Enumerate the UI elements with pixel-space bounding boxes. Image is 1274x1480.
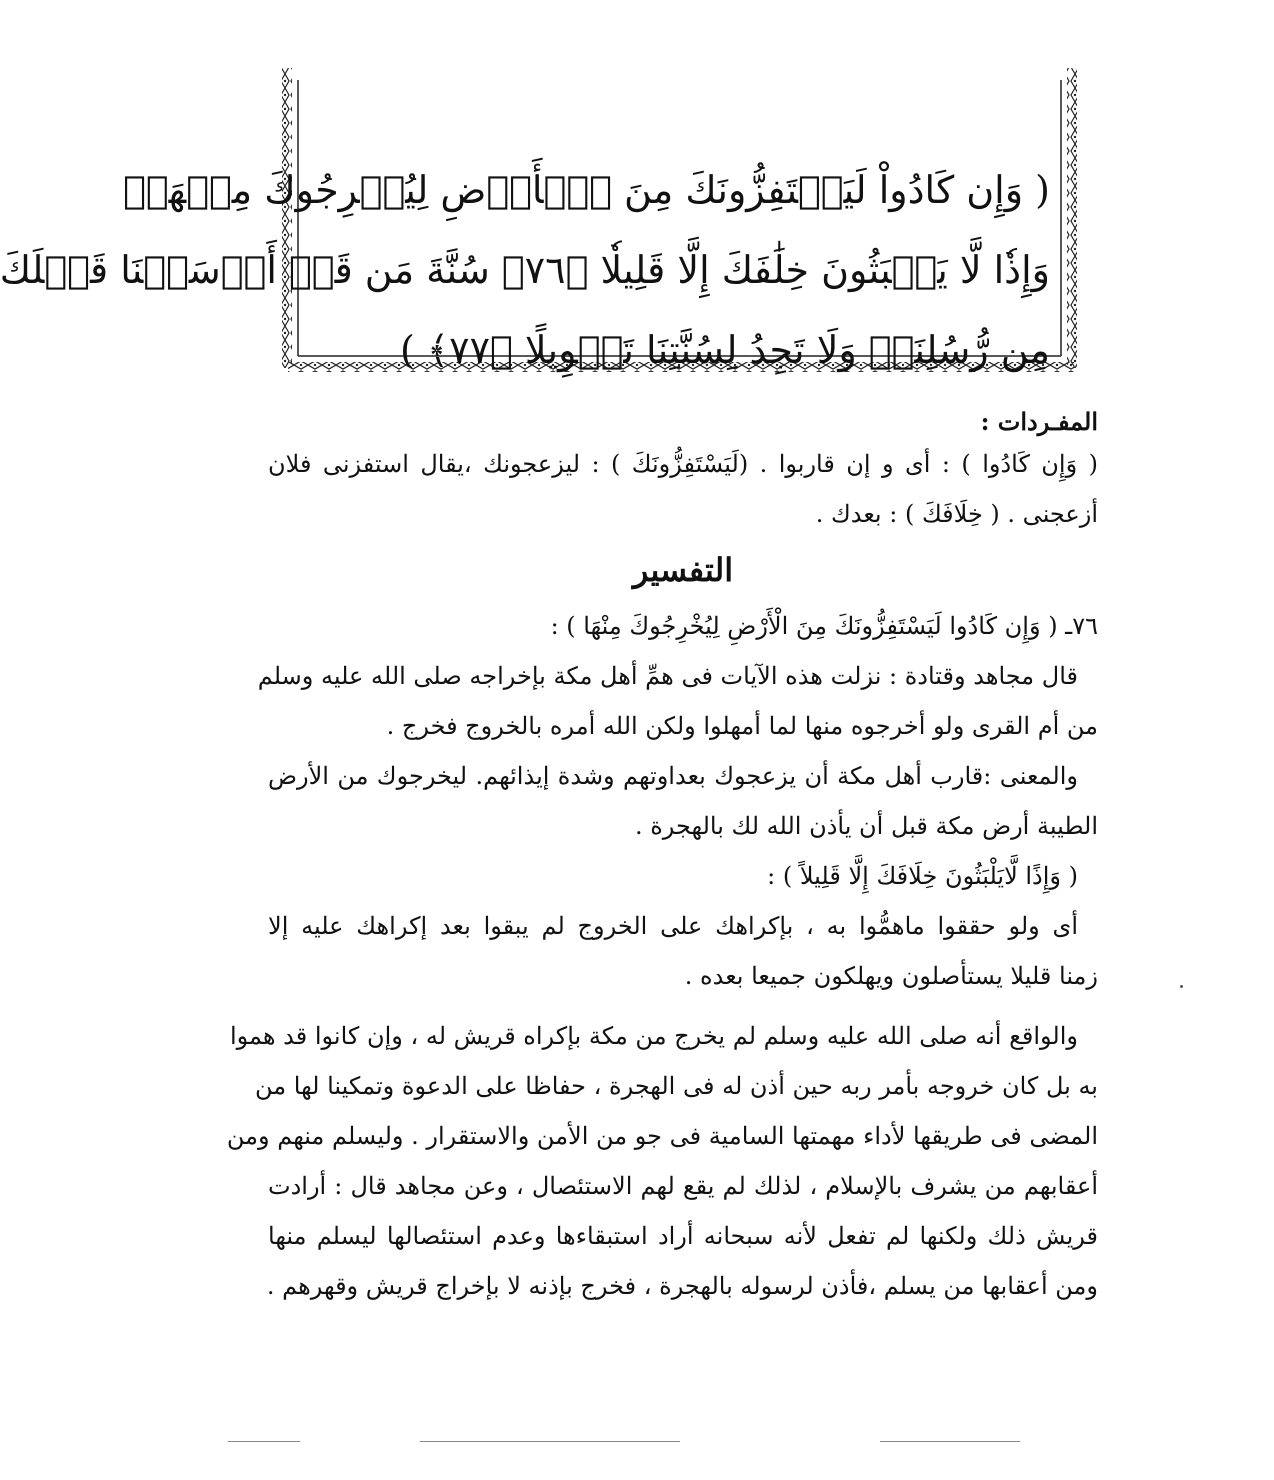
paragraph-line: ومن أعقابها من يسلم ،فأذن لرسوله بالهجرة ، فخرج بإذنه لا بإخراج قريش وقهرهم . [266,1272,1098,1300]
vocab-label: المفـردات : [980,407,1098,436]
paragraph-line: والمعنى :قارب أهل مكة أن يزعجوك بعداوتهم وشدة إيذائهم. ليخرجوك من الأرض [268,762,1078,790]
main-text [226,405,1098,1311]
vocab-line: ( وَإِن كَادُوا ) : أى و إن قاربوا . (لَيَسْتَفِزُّونَكَ ) : ليزعجونك ،يقال استفزنى فلان [268,450,1098,478]
bottom-rule [420,1441,680,1442]
paragraph-line: به بل كان خروجه بأمر ربه حين أذن له فى الهجرة ، حفاظا على الدعوة وتمكينا لها من [255,1072,1098,1100]
verse-frame [0,60,1080,375]
verse-line: وَإِذٗا لَّا يَلۡبَثُونَ خِلَٰفَكَ إِلَّا قَلِيلٗا ﴿٧٦﴾ سُنَّةَ مَن قَدۡ أَرۡسَلۡنَا قَبۡلَكَ [0,248,1050,292]
paragraph-line: قريش ذلك ولكنها لم تفعل لأنه سبحانه أراد استبقاءها وعدم استئصالها ليسلم منها [268,1222,1098,1250]
bottom-rule [880,1441,1020,1442]
paragraph-line: أى ولو حققوا ماهمُّوا به ، بإكراهك على الخروج لم يبقوا بعد إكراهك عليه إلا [268,912,1078,940]
bottom-rule [228,1441,300,1442]
tafsir-heading: التفسير [632,551,734,589]
verse-quote-line: ( وَإِذًا لَّايَلْبَثُونَ خِلَافَكَ إِلَّا قَلِيلاً ) : [767,862,1078,890]
paragraph-line: والواقع أنه صلى الله عليه وسلم لم يخرج من مكة بإكراه قريش له ، وإن كانوا قد هموا [229,1022,1078,1050]
verse-text [0,150,1050,390]
paragraph-line: قال مجاهد وقتادة : نزلت هذه الآيات فى همِّ أهل مكة بإخراجه صلى الله عليه وسلم [257,662,1078,690]
verse-quote-line: ٧٦ـ ( وَإِن كَادُوا لَيَسْتَفِزُّونَكَ مِنَ الْأَرْضِ لِيُخْرِجُوكَ مِنْهَا ) : [550,612,1098,640]
paragraph-line: زمنا قليلا يستأصلون ويهلكون جميعا بعده . [684,962,1098,990]
verse-line: مِن رُّسُلِنَاۖ وَلَا تَجِدُ لِسُنَّتِنَا تَحۡوِيلًا ﴿٧٧﴾ ) [400,328,1050,372]
paragraph-line: أعقابهم من يشرف بالإسلام ، لذلك لم يقع لهم الاستئصال ، وعن مجاهد قال : أرادت [268,1172,1098,1200]
vocab-line: أزعجنى . ( خِلَافَكَ ) : بعدك . [815,500,1098,528]
paragraph-line: من أم القرى ولو أخرجوه منها لما أمهلوا ولكن الله أمره بالخروج فخرج . [386,712,1098,740]
paragraph-line: الطيبة أرض مكة قبل أن يأذن الله لك بالهجرة . [634,812,1098,840]
scan-speck [1180,985,1183,988]
paragraph-line: المضى فى طريقها لأداء مهمتها السامية فى جو من الأمن والاستقرار . وليسلم منهم ومن [226,1122,1098,1150]
verse-line: ( وَإِن كَادُواْ لَيَسۡتَفِزُّونَكَ مِنَ ٱلۡأَرۡضِ لِيُخۡرِجُوكَ مِنۡهَاۖ [123,168,1050,212]
